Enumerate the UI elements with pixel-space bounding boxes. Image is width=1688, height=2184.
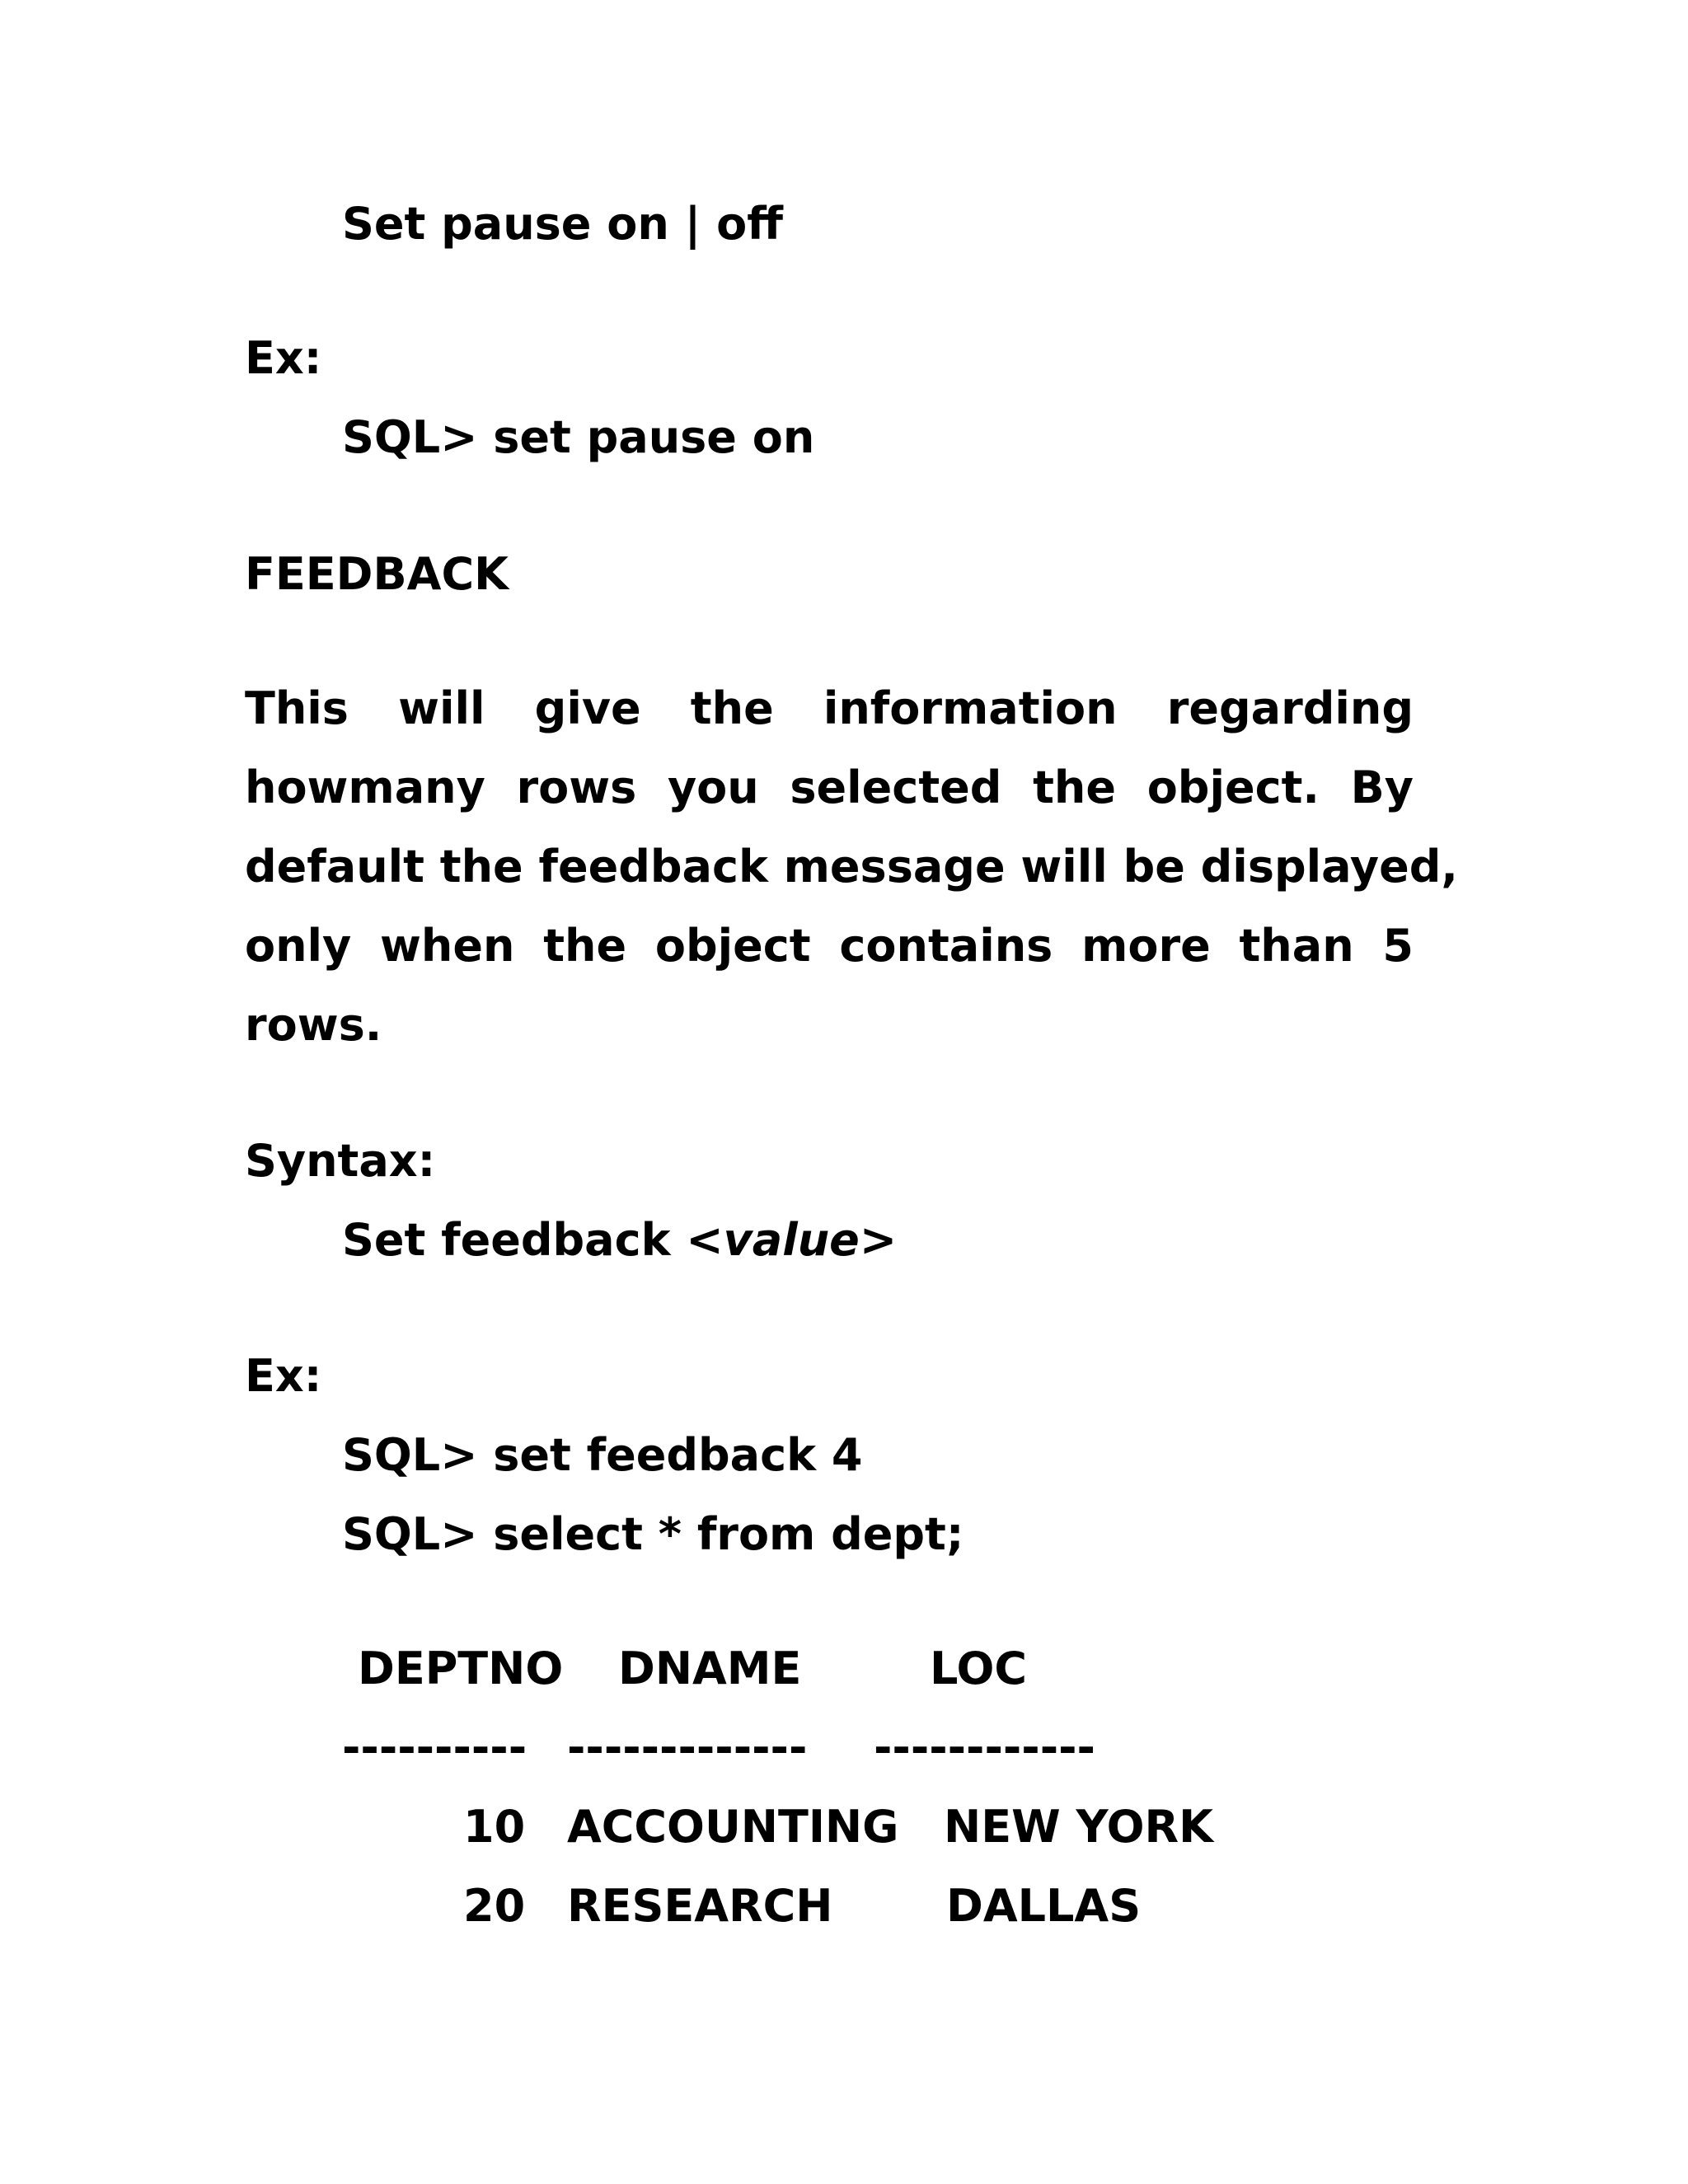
table-separator: ------------- xyxy=(567,1722,808,1774)
table-header-dname: DNAME xyxy=(618,1643,802,1694)
syntax-label: Syntax: xyxy=(245,1135,436,1187)
example-command: SQL> set feedback 4 xyxy=(342,1429,863,1481)
set-pause-syntax: Set pause on | off xyxy=(342,198,783,250)
section-heading: FEEDBACK xyxy=(245,548,509,600)
example-label: Ex: xyxy=(245,1350,322,1402)
example-command: SQL> set pause on xyxy=(342,411,815,463)
syntax-suffix: > xyxy=(859,1214,898,1266)
table-cell-deptno: 10 xyxy=(463,1801,526,1853)
table-cell-dname: RESEARCH xyxy=(567,1880,833,1932)
paragraph-line: only when the object contains more than 5 xyxy=(245,920,1414,972)
table-cell-loc: NEW YORK xyxy=(944,1801,1213,1853)
paragraph-line: default the feedback message will be displayed, xyxy=(245,841,1458,893)
table-header-loc: LOC xyxy=(930,1643,1028,1694)
syntax-command xyxy=(342,1214,897,1267)
table-cell-deptno: 20 xyxy=(463,1880,526,1932)
paragraph-line: This will give the information regarding xyxy=(245,682,1414,734)
table-separator: ---------- xyxy=(342,1722,528,1774)
syntax-value-placeholder: value xyxy=(723,1214,860,1266)
paragraph-line: howmany rows you selected the object. By xyxy=(245,762,1414,813)
syntax-prefix: Set feedback < xyxy=(342,1214,724,1266)
example-command: SQL> select * from dept; xyxy=(342,1508,964,1560)
paragraph-line: rows. xyxy=(245,999,382,1051)
example-label: Ex: xyxy=(245,332,322,384)
table-header-deptno: DEPTNO xyxy=(358,1643,564,1694)
table-separator: ------------ xyxy=(874,1722,1095,1774)
table-cell-dname: ACCOUNTING xyxy=(567,1801,899,1853)
table-cell-loc: DALLAS xyxy=(946,1880,1142,1932)
